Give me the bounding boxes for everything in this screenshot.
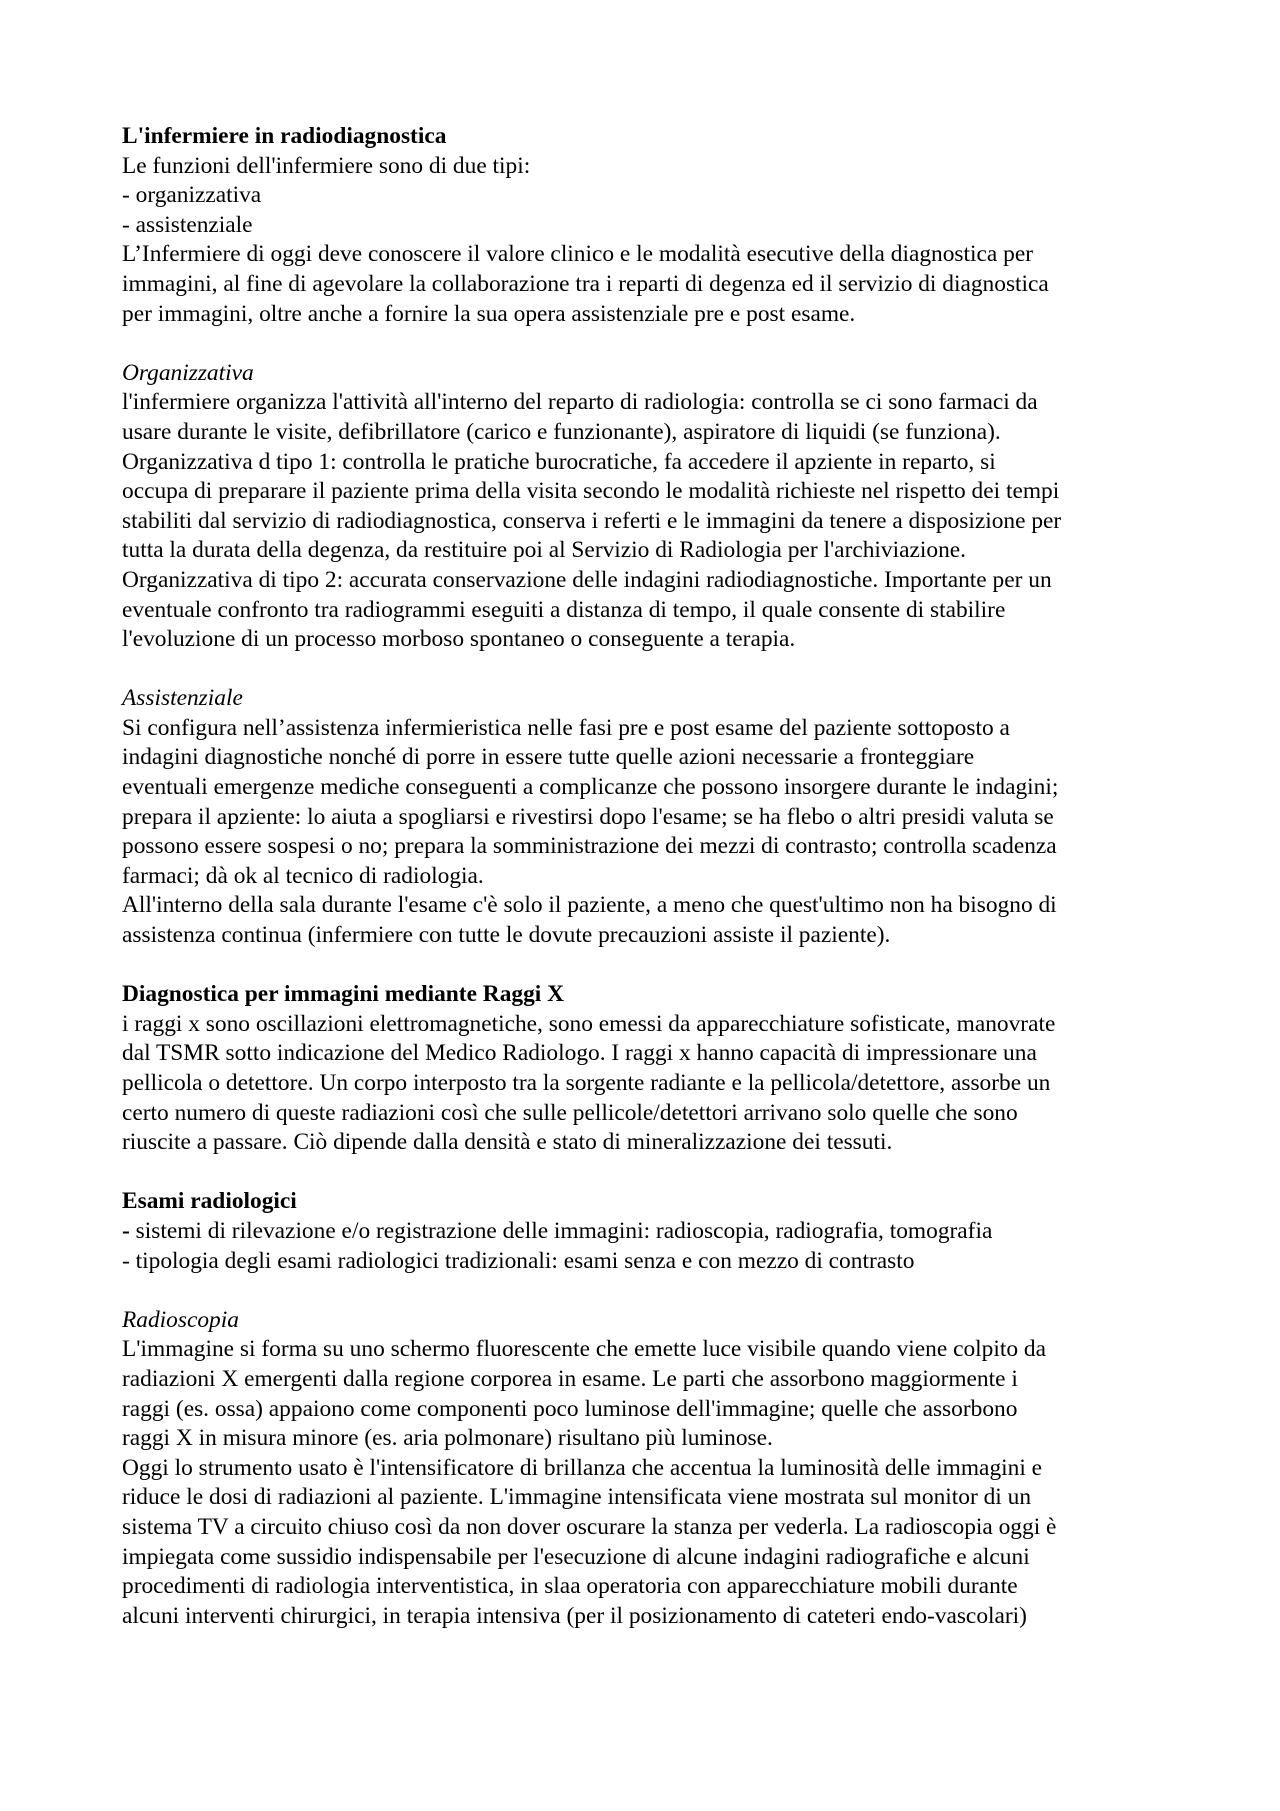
intro-line: per immagini, oltre anche a fornire la sua opera assistenziale pre e post esame. (122, 300, 856, 327)
section-heading-radioscopia: Radioscopia (122, 1306, 239, 1333)
intro-line: L’Infermiere di oggi deve conoscere il valore clinico e le modalità esecutive della diagnostica per (122, 241, 1033, 268)
radioscopia-line: radiazioni X emergenti dalla regione corporea in esame. Le parti che assorbono maggiormente i (122, 1365, 1018, 1392)
assistenziale-line: farmaci; dà ok al tecnico di radiologia. (122, 862, 484, 889)
list-item-text: sistemi di rilevazione e/o registrazione delle immagini: radioscopia, radiografia, tomografia (129, 1217, 993, 1244)
paragraph-gap (122, 1276, 1182, 1306)
document-page (122, 122, 1182, 1631)
esami-list-item: - tipologia degli esami radiologici tradizionali: esami senza e con mezzo di contrasto (122, 1247, 915, 1274)
radioscopia-line: impiegata come sussidio indispensabile per l'esecuzione di alcune indagini radiografiche e alcuni (122, 1543, 1030, 1570)
raggi-x-line: certo numero di queste radiazioni così che sulle pellicole/detettori arrivano solo quelle che sono (122, 1099, 1018, 1126)
paragraph-gap (122, 1158, 1182, 1188)
raggi-x-line: i raggi x sono oscillazioni elettromagnetiche, sono emessi da apparecchiature sofisticate, manovrate (122, 1010, 1056, 1037)
section-heading-esami: Esami radiologici (122, 1188, 297, 1215)
radioscopia-line: alcuni interventi chirurgici, in terapia intensiva (per il posizionamento di cateteri endo-vascolari) (122, 1602, 1027, 1629)
assistenziale-line: indagini diagnostiche nonché di porre in essere tutte quelle azioni necessarie a fronteggiare (122, 744, 975, 771)
intro-line: - organizzativa (122, 182, 262, 209)
raggi-x-line: riuscite a passare. Ciò dipende dalla densità e stato di mineralizzazione dei tessuti. (122, 1129, 893, 1156)
esami-list-item (122, 1217, 1182, 1247)
organizzativa-line: l'evoluzione di un processo morboso spontaneo o conseguente a terapia. (122, 626, 796, 653)
radioscopia-line: sistema TV a circuito chiuso così da non dover oscurare la stanza per vederla. La radioscopia oggi è (122, 1513, 1057, 1540)
organizzativa-line: l'infermiere organizza l'attività all'interno del reparto di radiologia: controlla se ci sono farmaci da (122, 389, 1038, 416)
radioscopia-line: procedimenti di radiologia interventistica, in slaa operatoria con apparecchiature mobili durante (122, 1573, 1018, 1600)
assistenziale-line: Si configura nell’assistenza infermieristica nelle fasi pre e post esame del paziente sottoposto a (122, 714, 1010, 741)
radioscopia-line: L'immagine si forma su uno schermo fluorescente che emette luce visibile quando viene colpito da (122, 1336, 1046, 1363)
assistenziale-line: prepara il apziente: lo aiuta a spogliarsi e rivestirsi dopo l'esame; se ha flebo o altri presidi valuta se (122, 803, 1054, 830)
organizzativa-line: occupa di preparare il paziente prima della visita secondo le modalità richieste nel rispetto dei tempi (122, 478, 1060, 505)
raggi-x-line: dal TSMR sotto indicazione del Medico Radiologo. I raggi x hanno capacità di impressionare una (122, 1040, 1037, 1067)
radioscopia-line: riduce le dosi di radiazioni al paziente. L'immagine intensificata viene mostrata sul monitor di un (122, 1484, 1032, 1511)
intro-line: - assistenziale (122, 211, 253, 238)
raggi-x-line: pellicola o detettore. Un corpo interposto tra la sorgente radiante e la pellicola/detettore, assorbe un (122, 1070, 1051, 1096)
organizzativa-line: usare durante le visite, defibrillatore (carico e funzionante), aspiratore di liquidi (se funziona). (122, 418, 1001, 445)
radioscopia-line: raggi (es. ossa) appaiono come componenti poco luminose dell'immagine; quelle che assorbono (122, 1395, 1018, 1422)
paragraph-gap (122, 329, 1182, 359)
list-dash: - (122, 1217, 130, 1244)
organizzativa-line: tutta la durata della degenza, da restituire poi al Servizio di Radiologia per l'archiviazione. (122, 537, 967, 564)
assistenziale-line: All'interno della sala durante l'esame c'è solo il paziente, a meno che quest'ultimo non ha bisogno di (122, 892, 1057, 919)
intro-line: Le funzioni dell'infermiere sono di due tipi: (122, 152, 531, 179)
organizzativa-line: eventuale confronto tra radiogrammi eseguiti a distanza di tempo, il quale consente di stabilire (122, 596, 1006, 623)
section-heading-raggi-x: Diagnostica per immagini mediante Raggi X (122, 981, 565, 1008)
document-title: L'infermiere in radiodiagnostica (122, 123, 447, 149)
paragraph-gap (122, 951, 1182, 981)
radioscopia-line: raggi X in misura minore (es. aria polmonare) risultano più luminose. (122, 1425, 773, 1452)
section-heading-organizzativa: Organizzativa (122, 359, 254, 386)
radioscopia-line: Oggi lo strumento usato è l'intensificatore di brillanza che accentua la luminosità delle immagini e (122, 1454, 1043, 1481)
paragraph-gap (122, 655, 1182, 685)
organizzativa-line: Organizzativa d tipo 1: controlla le pratiche burocratiche, fa accedere il apziente in reparto, si (122, 448, 996, 475)
section-heading-assistenziale: Assistenziale (122, 685, 243, 712)
assistenziale-line: assistenza continua (infermiere con tutte le dovute precauzioni assiste il paziente). (122, 922, 891, 949)
organizzativa-line: stabiliti dal servizio di radiodiagnostica, conserva i referti e le immagini da tenere a disposizione per (122, 507, 1062, 534)
intro-line: immagini, al fine di agevolare la collaborazione tra i reparti di degenza ed il servizio di diagnostica (122, 270, 1049, 297)
organizzativa-line: Organizzativa di tipo 2: accurata conservazione delle indagini radiodiagnostiche. Importante per un (122, 566, 1052, 593)
assistenziale-line: possono essere sospesi o no; prepara la somministrazione dei mezzi di contrasto; controlla scadenza (122, 833, 1057, 860)
assistenziale-line: eventuali emergenze mediche conseguenti a complicanze che possono insorgere durante le indagini; (122, 774, 1059, 801)
